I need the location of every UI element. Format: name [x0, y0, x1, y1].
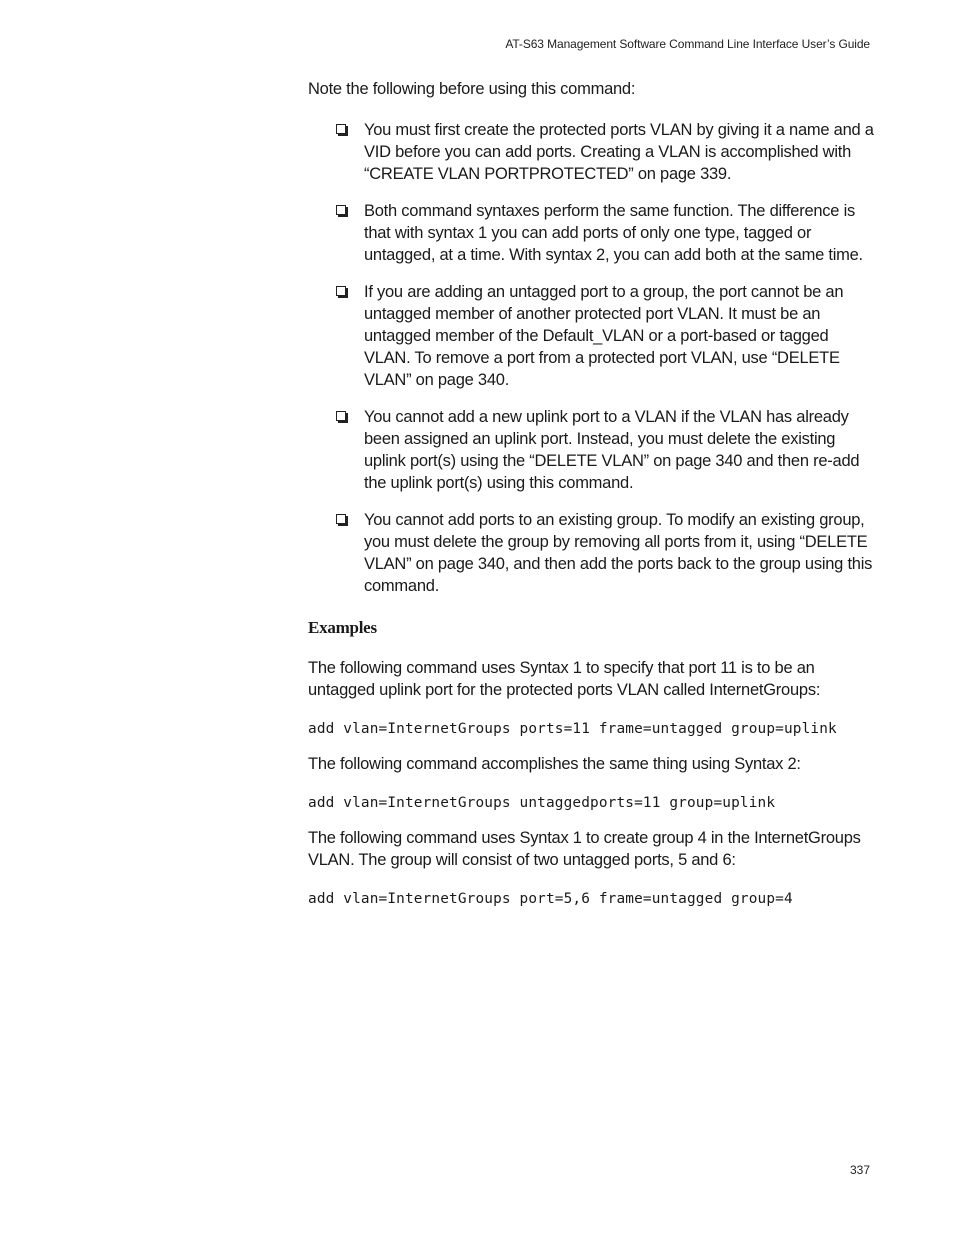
running-header: AT-S63 Management Software Command Line Interface User’s Guide	[505, 37, 870, 51]
page-content	[308, 78, 878, 923]
checkbox-bullet-icon	[336, 286, 346, 296]
example-description: The following command accomplishes the same thing using Syntax 2:	[308, 755, 801, 773]
note-text: You cannot add ports to an existing group. To modify an existing group, you must delete the group by removing all ports from it, using “DELETE VLAN” on page 340, and then add the ports back to the group using this command.	[364, 511, 873, 595]
note-item	[308, 406, 878, 494]
example-description: The following command uses Syntax 1 to create group 4 in the InternetGroups VLAN. The group will consist of two untagged ports, 5 and 6:	[308, 829, 861, 869]
note-item	[308, 281, 878, 391]
note-item	[308, 509, 878, 597]
note-text: Both command syntaxes perform the same function. The difference is that with syntax 1 you can add ports of only one type, tagged or untagged, at a time. With syntax 2, you can add both at the same time.	[364, 202, 863, 264]
note-text: If you are adding an untagged port to a group, the port cannot be an untagged member of another protected port VLAN. It must be an untagged member of the Default_VLAN or a port-based or tagged VLAN. To remove a port from a protected port VLAN, use “DELETE VLAN” on page 340.	[364, 283, 844, 389]
notes-list	[308, 119, 878, 597]
checkbox-bullet-icon	[336, 205, 346, 215]
example-command: add vlan=InternetGroups port=5,6 frame=untagged group=4	[308, 891, 793, 907]
checkbox-bullet-icon	[336, 411, 346, 421]
example-command: add vlan=InternetGroups ports=11 frame=untagged group=uplink	[308, 721, 837, 737]
checkbox-bullet-icon	[336, 514, 346, 524]
checkbox-bullet-icon	[336, 124, 346, 134]
note-text: You must first create the protected ports VLAN by giving it a name and a VID before you can add ports. Creating a VLAN is accomplished with “CREATE VLAN PORTPROTECTED” on page 339.	[364, 121, 874, 183]
examples-heading: Examples	[308, 618, 377, 637]
note-item	[308, 119, 878, 185]
intro-text: Note the following before using this command:	[308, 80, 636, 98]
page-number: 337	[849, 1163, 870, 1177]
note-text: You cannot add a new uplink port to a VLAN if the VLAN has already been assigned an uplink port. Instead, you must delete the existing uplink port(s) using the “DELETE VLAN” on page 340 and then re-add the uplink port(s) using this command.	[364, 408, 860, 492]
example-command: add vlan=InternetGroups untaggedports=11 group=uplink	[308, 795, 776, 811]
example-description: The following command uses Syntax 1 to specify that port 11 is to be an untagged uplink port for the protected ports VLAN called InternetGroups:	[308, 659, 821, 699]
note-item	[308, 200, 878, 266]
